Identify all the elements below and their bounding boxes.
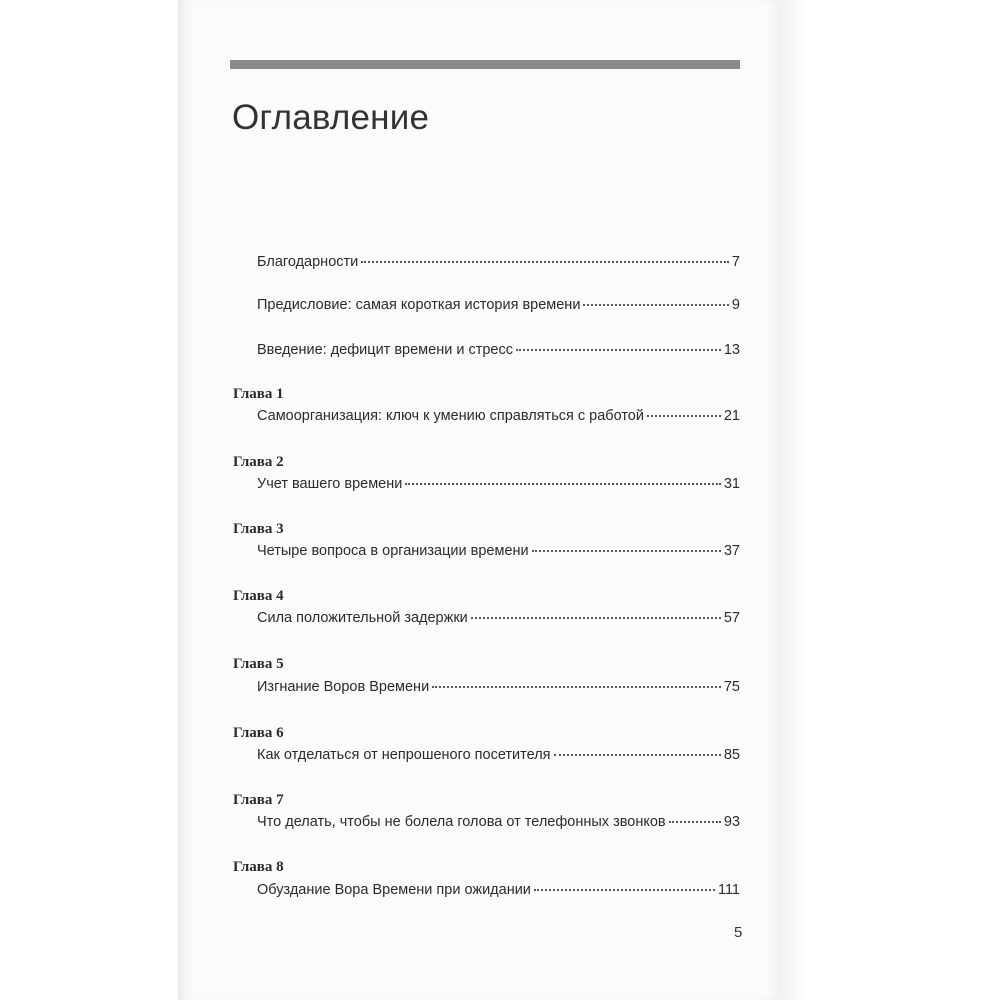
toc-entry-acknowledgements[interactable] xyxy=(257,254,740,270)
chapter-label: Глава 3 xyxy=(233,521,284,537)
dot-leader xyxy=(405,483,721,485)
dot-leader xyxy=(554,754,721,756)
dot-leader xyxy=(516,349,721,351)
toc-entry-chapter-4[interactable] xyxy=(257,610,740,626)
toc-entry-page: 31 xyxy=(723,476,740,492)
toc-entry-page: 85 xyxy=(723,747,740,763)
book-page xyxy=(178,0,778,1000)
toc-entry-title: Четыре вопроса в организации времени xyxy=(257,543,529,559)
toc-entry-page: 37 xyxy=(723,543,740,559)
toc-entry-chapter-2[interactable] xyxy=(257,476,740,492)
toc-entry-introduction[interactable] xyxy=(257,342,740,358)
dot-leader xyxy=(647,415,721,417)
toc-entry-page: 75 xyxy=(723,679,740,695)
top-rule xyxy=(230,60,740,69)
chapter-label: Глава 6 xyxy=(233,725,284,741)
toc-entry-title: Введение: дефицит времени и стресс xyxy=(257,342,513,358)
toc-entry-page: 111 xyxy=(717,882,740,898)
toc-entry-title: Изгнание Воров Времени xyxy=(257,679,430,695)
chapter-label: Глава 4 xyxy=(233,588,284,604)
toc-entry-page: 9 xyxy=(731,297,740,313)
dot-leader xyxy=(583,304,729,306)
page-number: 5 xyxy=(734,924,743,941)
page-title: Оглавление xyxy=(232,98,430,137)
chapter-label: Глава 2 xyxy=(233,454,284,470)
toc-entry-page: 21 xyxy=(723,408,740,424)
toc-entry-chapter-1[interactable] xyxy=(257,408,740,424)
dot-leader xyxy=(669,821,721,823)
toc-entry-title: Как отделаться от непрошеного посетителя xyxy=(257,747,551,763)
toc-entry-title: Учет вашего времени xyxy=(257,476,403,492)
chapter-label: Глава 8 xyxy=(233,859,284,875)
dot-leader xyxy=(471,617,721,619)
toc-entry-page: 13 xyxy=(723,342,740,358)
chapter-label: Глава 1 xyxy=(233,386,284,402)
toc-entry-title: Благодарности xyxy=(257,254,359,270)
toc-entry-title: Что делать, чтобы не болела голова от телефонных звонков xyxy=(257,814,666,830)
toc-entry-preface[interactable] xyxy=(257,297,740,313)
dot-leader xyxy=(361,261,729,263)
toc-entry-chapter-8[interactable] xyxy=(257,882,740,898)
chapter-label: Глава 5 xyxy=(233,656,284,672)
dot-leader xyxy=(534,889,715,891)
toc-entry-chapter-3[interactable] xyxy=(257,543,740,559)
toc-entry-title: Предисловие: самая короткая история времени xyxy=(257,297,581,313)
toc-entry-chapter-6[interactable] xyxy=(257,747,740,763)
toc-entry-title: Сила положительной задержки xyxy=(257,610,468,626)
dot-leader xyxy=(432,686,721,688)
toc-entry-chapter-7[interactable] xyxy=(257,814,740,830)
chapter-label: Глава 7 xyxy=(233,792,284,808)
toc-entry-title: Самоорганизация: ключ к умению справляться с работой xyxy=(257,408,644,424)
toc-entry-page: 7 xyxy=(731,254,740,270)
toc-entry-title: Обуздание Вора Времени при ожидании xyxy=(257,882,531,898)
page-edge-shadow xyxy=(778,0,808,1000)
toc-entry-chapter-5[interactable] xyxy=(257,679,740,695)
dot-leader xyxy=(532,550,721,552)
toc-entry-page: 57 xyxy=(723,610,740,626)
toc-entry-page: 93 xyxy=(723,814,740,830)
